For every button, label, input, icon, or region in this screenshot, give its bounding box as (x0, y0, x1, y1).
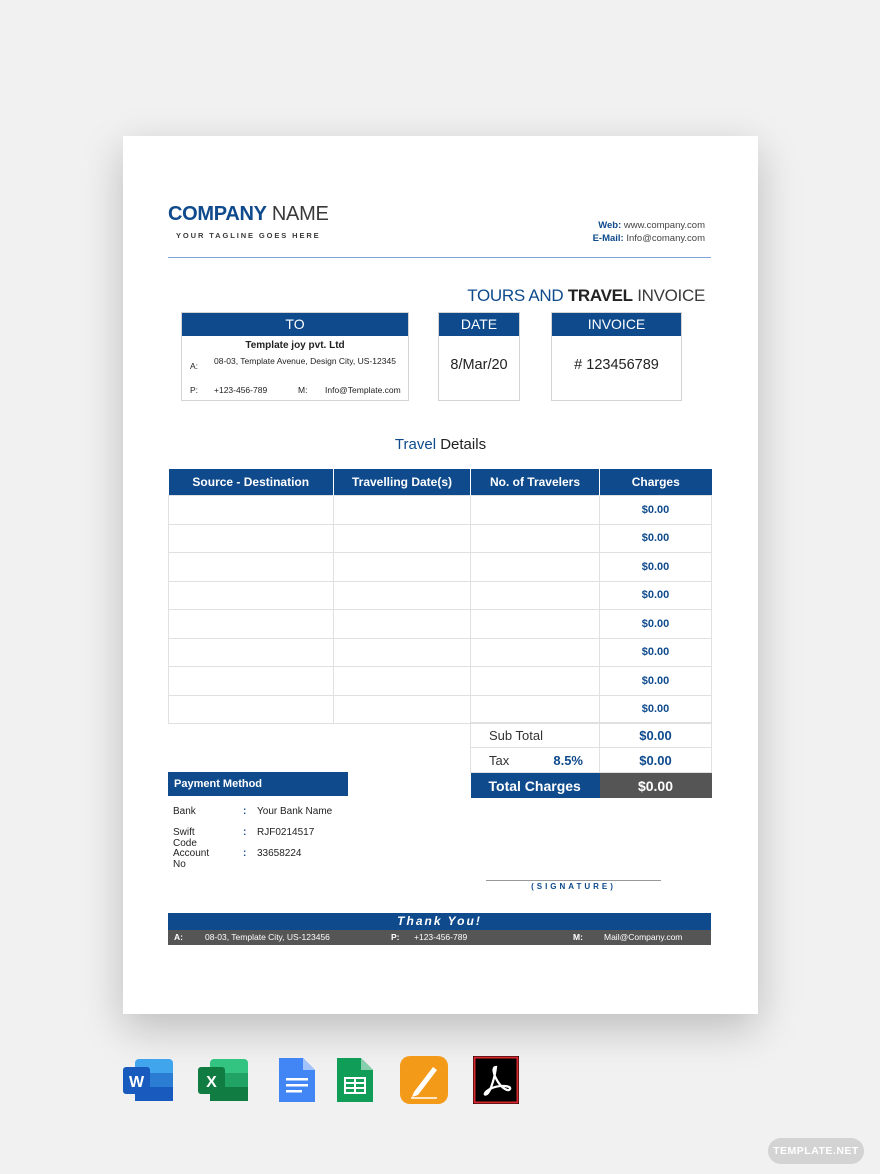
table-cell[interactable] (169, 638, 334, 667)
bill-to-mail-label: M: (298, 385, 308, 395)
invoice-title-part2: TRAVEL (567, 286, 633, 305)
invoice-page (123, 136, 758, 1014)
subtotal-row (471, 723, 712, 748)
table-cell[interactable] (471, 496, 600, 525)
footer-contact-bar (168, 930, 711, 945)
charge-cell[interactable]: $0.00 (600, 667, 712, 696)
table-cell[interactable] (471, 581, 600, 610)
travel-details-table (168, 469, 712, 724)
subtotal-label: Sub Total (471, 723, 600, 748)
charge-cell[interactable]: $0.00 (600, 496, 712, 525)
date-header: DATE (439, 313, 519, 336)
bill-to-box (181, 312, 409, 401)
company-name (168, 203, 329, 226)
google-docs-icon[interactable] (273, 1056, 325, 1104)
table-cell[interactable] (334, 610, 471, 639)
pages-icon[interactable] (399, 1056, 451, 1104)
table-cell[interactable] (334, 695, 471, 724)
signature-line (486, 880, 661, 881)
tax-cell (471, 748, 600, 773)
table-cell[interactable] (334, 553, 471, 582)
bill-to-address-label: A: (190, 361, 199, 371)
footer-phone: +123-456-789 (414, 932, 468, 942)
company-name-part2: NAME (266, 203, 329, 225)
table-cell[interactable] (471, 524, 600, 553)
email-label: E-Mail: (592, 233, 624, 244)
payment-method-header: Payment Method (168, 772, 348, 796)
payment-label: Account No (173, 848, 210, 870)
email-value: Info@comany.com (623, 233, 705, 244)
bill-to-phone: +123-456-789 (214, 385, 268, 395)
table-header-row (169, 469, 712, 496)
payment-separator: : (243, 848, 247, 859)
column-header: Source - Destination (169, 469, 334, 496)
bill-to-header: TO (182, 313, 408, 336)
column-header: Charges (600, 469, 712, 496)
charge-cell[interactable]: $0.00 (600, 524, 712, 553)
table-row (169, 496, 712, 525)
payment-separator: : (243, 827, 247, 838)
table-cell[interactable] (334, 581, 471, 610)
excel-icon[interactable] (198, 1056, 250, 1104)
section-title-part1: Travel (394, 436, 437, 453)
company-tagline: YOUR TAGLINE GOES HERE (176, 231, 321, 240)
charge-cell[interactable]: $0.00 (600, 581, 712, 610)
table-row (169, 610, 712, 639)
payment-value: 33658224 (257, 848, 302, 859)
table-cell[interactable] (334, 638, 471, 667)
web-value: www.company.com (621, 220, 705, 231)
invoice-title (467, 286, 705, 306)
template-net-badge[interactable]: TEMPLATE.NET (768, 1138, 864, 1164)
footer-mail: Mail@Company.com (604, 932, 683, 942)
table-cell[interactable] (169, 695, 334, 724)
table-cell[interactable] (169, 496, 334, 525)
header-divider (168, 257, 711, 258)
date-box (438, 312, 520, 401)
tax-value: $0.00 (600, 748, 712, 773)
invoice-number: # 123456789 (574, 357, 659, 373)
svg-text:W: W (128, 1074, 145, 1091)
tax-row (471, 748, 712, 773)
company-name-part1: COMPANY (168, 203, 267, 225)
table-cell[interactable] (471, 553, 600, 582)
total-row (471, 773, 712, 799)
web-line (593, 219, 705, 232)
table-cell[interactable] (334, 524, 471, 553)
total-value: $0.00 (600, 773, 712, 799)
bill-to-address: 08-03, Template Avenue, Design City, US-12345 (214, 356, 396, 366)
payment-value: Your Bank Name (257, 806, 333, 817)
subtotal-value: $0.00 (600, 723, 712, 748)
tax-label: Tax (489, 752, 510, 768)
table-cell[interactable] (169, 524, 334, 553)
table-cell[interactable] (471, 638, 600, 667)
table-cell[interactable] (169, 553, 334, 582)
table-row (169, 524, 712, 553)
charge-cell[interactable]: $0.00 (600, 695, 712, 724)
invoice-title-part3: INVOICE (632, 286, 705, 305)
total-label: Total Charges (471, 773, 600, 799)
charge-cell[interactable]: $0.00 (600, 610, 712, 639)
column-header: Travelling Date(s) (334, 469, 471, 496)
web-label: Web: (598, 220, 622, 231)
word-icon[interactable] (123, 1056, 175, 1104)
google-sheets-icon[interactable] (335, 1056, 387, 1104)
bill-to-mail: Info@Template.com (325, 385, 401, 395)
svg-text:X: X (206, 1074, 217, 1091)
totals-table (470, 722, 712, 798)
invoice-title-part1: TOURS AND (467, 286, 568, 305)
tax-rate[interactable]: 8.5% (553, 752, 583, 768)
invoice-date: 8/Mar/20 (450, 357, 508, 373)
table-cell[interactable] (169, 610, 334, 639)
payment-label: Swift Code (173, 827, 197, 849)
table-cell[interactable] (169, 667, 334, 696)
pdf-icon[interactable] (472, 1056, 524, 1104)
footer-address-label: A: (174, 932, 183, 942)
signature-label: (SIGNATURE) (531, 882, 616, 891)
payment-separator: : (243, 806, 247, 817)
invoice-number-box (551, 312, 682, 401)
table-row (169, 581, 712, 610)
table-cell[interactable] (169, 581, 334, 610)
footer-mail-label: M: (573, 932, 583, 942)
table-row (169, 553, 712, 582)
table-row (169, 667, 712, 696)
table-cell[interactable] (334, 496, 471, 525)
footer-address: 08-03, Template City, US-123456 (205, 932, 330, 942)
charge-cell[interactable]: $0.00 (600, 553, 712, 582)
bill-to-name: Template joy pvt. Ltd (245, 340, 345, 351)
table-cell[interactable] (471, 610, 600, 639)
table-cell[interactable] (471, 695, 600, 724)
bill-to-phone-label: P: (190, 385, 199, 395)
payment-label: Bank (173, 806, 196, 817)
table-cell[interactable] (471, 667, 600, 696)
email-line (593, 232, 705, 245)
table-row (169, 638, 712, 667)
footer-phone-label: P: (391, 932, 400, 942)
footer-thank-you: Thank You! (168, 913, 711, 930)
travel-details-title (123, 436, 758, 453)
invoice-number-header: INVOICE (552, 313, 681, 336)
payment-value: RJF0214517 (257, 827, 315, 838)
table-row (169, 695, 712, 724)
column-header: No. of Travelers (471, 469, 600, 496)
charge-cell[interactable]: $0.00 (600, 638, 712, 667)
table-cell[interactable] (334, 667, 471, 696)
section-title-part2: Details (436, 436, 487, 453)
company-contact (593, 219, 705, 245)
